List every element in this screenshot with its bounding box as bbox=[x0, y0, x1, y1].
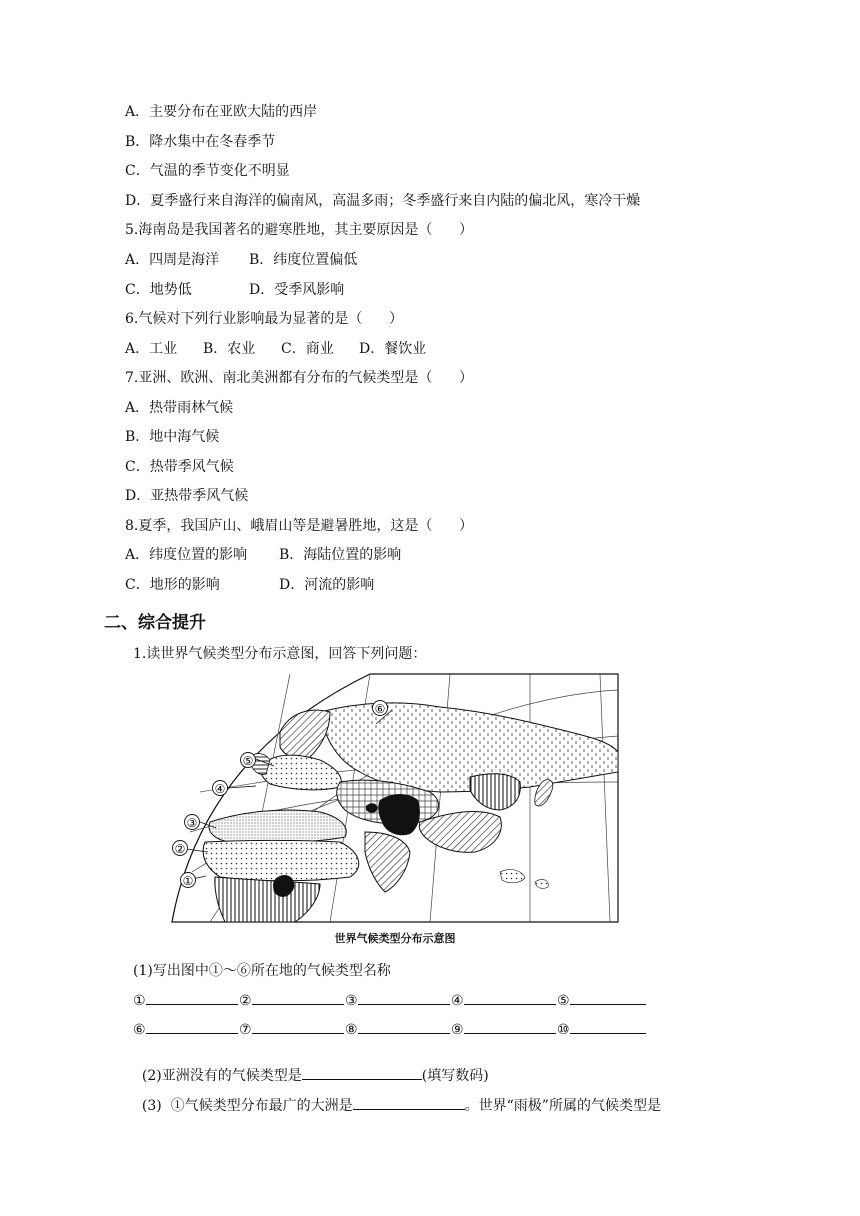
climate-map bbox=[170, 672, 620, 924]
blank-label-4: ④ bbox=[451, 993, 464, 1009]
sub2-prefix: (2)亚洲没有的气候类型是 bbox=[141, 1068, 302, 1084]
q7-option-b: B．地中海气候 bbox=[125, 429, 220, 445]
q5-option-d: D．受季风影响 bbox=[249, 282, 345, 298]
sub3-prefix: (3) ①气候类型分布最广的大洲是 bbox=[141, 1098, 353, 1114]
answer-blank-4[interactable] bbox=[464, 990, 556, 1005]
q8-option-c: C．地形的影响 bbox=[125, 577, 220, 593]
blank-label-9: ⑨ bbox=[451, 1022, 464, 1038]
s2-q1-sub1: (1)写出图中①～⑥所在地的气候类型名称 bbox=[133, 963, 391, 979]
answer-blank-7[interactable] bbox=[252, 1019, 344, 1034]
q4-option-d: D．夏季盛行来自海洋的偏南风，高温多雨；冬季盛行来自内陆的偏北风，寒冷干燥 bbox=[125, 193, 641, 209]
q6-option-b: B．农业 bbox=[203, 341, 256, 357]
blank-label-10: ⑩ bbox=[557, 1022, 570, 1038]
map-label-1: ① bbox=[182, 874, 194, 888]
map-label-2: ② bbox=[174, 842, 186, 856]
q6-stem: 6.气候对下列行业影响最为显著的是（ ） bbox=[125, 311, 404, 327]
answer-blank-3[interactable] bbox=[358, 990, 450, 1005]
answer-blank-8[interactable] bbox=[358, 1019, 450, 1034]
q4-option-a: A．主要分布在亚欧大陆的西岸 bbox=[125, 104, 318, 120]
sub3-suffix: 。世界“雨极”所属的气候类型是 bbox=[464, 1098, 661, 1114]
q5-option-a: A．四周是海洋 bbox=[125, 252, 220, 268]
q6-option-d: D．餐饮业 bbox=[359, 341, 427, 357]
s2-q1-stem: 1.读世界气候类型分布示意图，回答下列问题： bbox=[133, 646, 427, 662]
answer-blank-1[interactable] bbox=[146, 990, 238, 1005]
q6-option-a: A．工业 bbox=[125, 341, 178, 357]
map-caption: 世界气候类型分布示意图 bbox=[334, 932, 456, 945]
q4-option-c: C．气温的季节变化不明显 bbox=[125, 163, 290, 179]
blank-label-8: ⑧ bbox=[345, 1022, 358, 1038]
q5-stem: 5.海南岛是我国著名的避寒胜地，其主要原因是（ ） bbox=[125, 222, 474, 238]
s2-q1-sub3 bbox=[133, 1077, 661, 1115]
q7-option-c: C．热带季风气候 bbox=[125, 459, 234, 475]
answer-blank-5[interactable] bbox=[570, 990, 646, 1005]
climate-map-figure bbox=[170, 672, 620, 924]
blank-label-5: ⑤ bbox=[557, 993, 570, 1009]
q8-option-a: A．纬度位置的影响 bbox=[125, 547, 248, 563]
map-label-4: ④ bbox=[214, 782, 226, 796]
q7-stem: 7.亚洲、欧洲、南北美洲都有分布的气候类型是（ ） bbox=[125, 370, 474, 386]
q4-option-b: B．降水集中在冬春季节 bbox=[125, 134, 276, 150]
blank-label-2: ② bbox=[239, 993, 252, 1009]
q8-option-b: B．海陆位置的影响 bbox=[279, 547, 402, 563]
map-label-5: ⑤ bbox=[242, 754, 254, 768]
answer-blank-9[interactable] bbox=[464, 1019, 556, 1034]
answer-blank-2[interactable] bbox=[252, 990, 344, 1005]
q5-option-b: B．纬度位置偏低 bbox=[249, 252, 358, 268]
map-label-6: ⑥ bbox=[374, 702, 386, 716]
q7-option-d: D．亚热带季风气候 bbox=[125, 488, 249, 504]
q7-option-a: A．热带雨林气候 bbox=[125, 400, 234, 416]
sub2-suffix: (填写数码) bbox=[421, 1068, 489, 1084]
q8-stem: 8.夏季，我国庐山、峨眉山等是避暑胜地，这是（ ） bbox=[125, 518, 474, 534]
blank-label-7: ⑦ bbox=[239, 1022, 252, 1038]
q6-option-c: C．商业 bbox=[281, 341, 334, 357]
blank-label-1: ① bbox=[133, 993, 146, 1009]
blank-label-3: ③ bbox=[345, 993, 358, 1009]
map-label-3: ③ bbox=[186, 816, 198, 830]
blank-label-6: ⑥ bbox=[133, 1022, 146, 1038]
answer-blank-sub3[interactable] bbox=[353, 1095, 465, 1110]
section-heading: 二、综合提升 bbox=[104, 613, 206, 633]
answer-blank-10[interactable] bbox=[570, 1019, 646, 1034]
q5-option-c: C．地势低 bbox=[125, 282, 192, 298]
answer-blank-6[interactable] bbox=[146, 1019, 238, 1034]
q8-option-d: D．河流的影响 bbox=[279, 577, 375, 593]
